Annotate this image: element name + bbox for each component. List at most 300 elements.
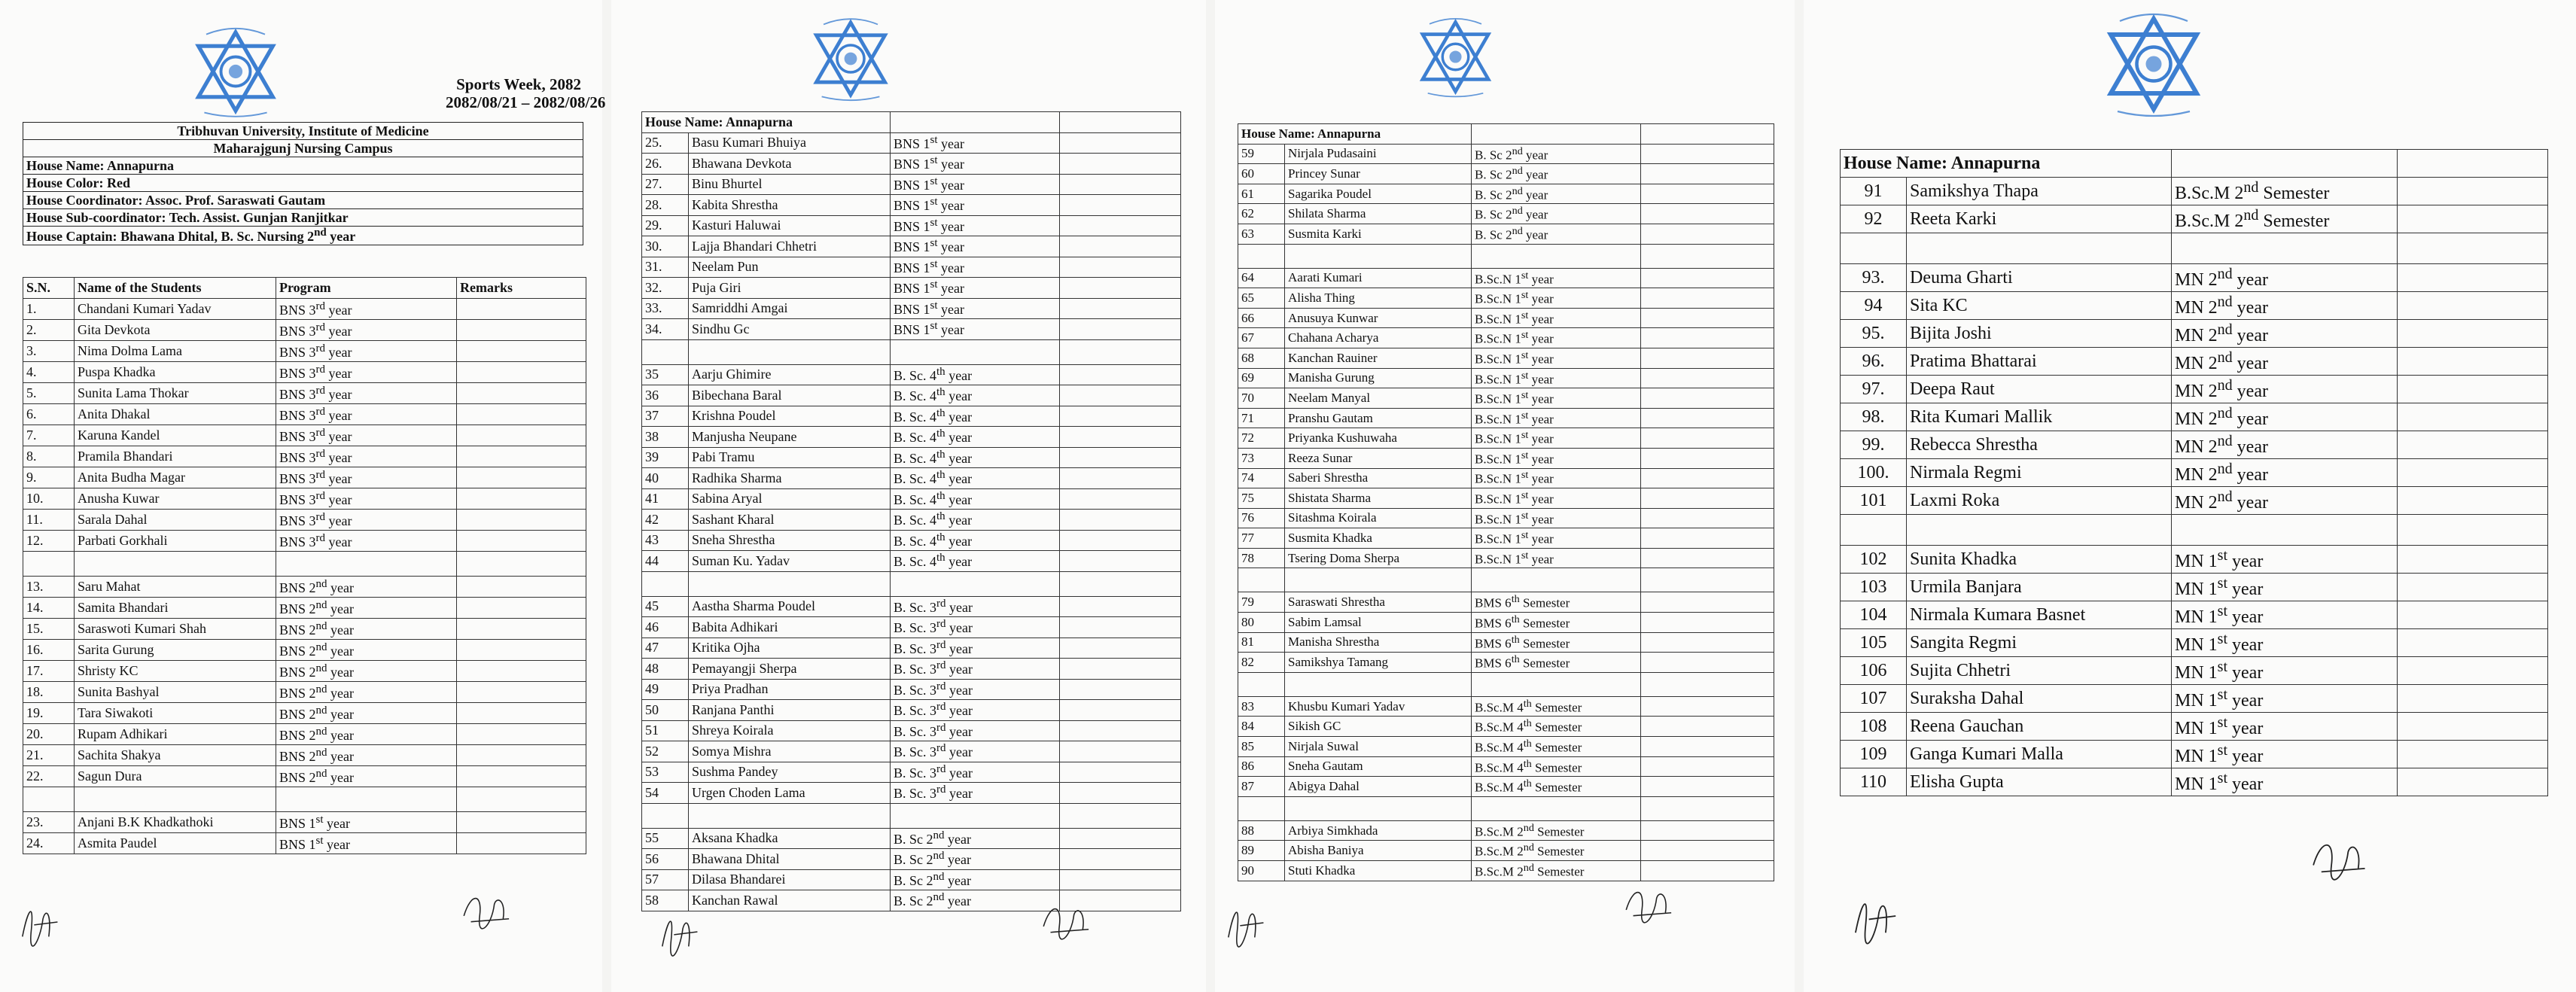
table-row <box>23 682 586 703</box>
serial-number-cell: 83 <box>1238 696 1285 717</box>
student-name-cell: Sunita Khadka <box>1907 546 2172 574</box>
program-cell: B. Sc. 3rd year <box>891 700 1060 721</box>
empty-cell <box>1907 233 2172 264</box>
program-cell: B.Sc.M 2nd Semester <box>1472 841 1641 861</box>
program-cell: MN 1st year <box>2172 741 2398 768</box>
table-row <box>23 598 586 619</box>
table-row <box>1841 376 2548 403</box>
student-name-cell: Somya Mishra <box>689 741 891 762</box>
table-row <box>1238 488 1774 509</box>
program-cell: B. Sc. 3rd year <box>891 659 1060 680</box>
tribhuvan-university-logo <box>187 23 285 120</box>
student-name-cell: Anjani B.K Khadkathoki <box>75 812 276 833</box>
student-name-cell: Deuma Gharti <box>1907 264 2172 292</box>
house-captain: House Captain: Bhawana Dhital, B. Sc. Nursing 2nd year <box>23 227 583 245</box>
serial-number-cell: 87 <box>1238 777 1285 797</box>
serial-number-cell: 21. <box>23 745 75 766</box>
table-row <box>23 833 586 854</box>
signature-left <box>1849 882 1909 950</box>
house-name-header: House Name: Annapurna <box>642 112 891 133</box>
table-row <box>1841 546 2548 574</box>
remarks-cell <box>1060 298 1181 319</box>
remarks-cell <box>1060 174 1181 195</box>
serial-number-cell: 59 <box>1238 144 1285 164</box>
program-cell: B. Sc. 4th year <box>891 488 1060 510</box>
remarks-cell <box>1641 348 1774 368</box>
serial-number-cell: 70 <box>1238 388 1285 409</box>
program-cell: B. Sc. 4th year <box>891 406 1060 427</box>
table-row <box>642 869 1181 890</box>
column-header-program: Program <box>276 278 457 299</box>
program-cell: BNS 1st year <box>891 257 1060 278</box>
empty-cell <box>457 787 586 812</box>
student-name-cell: Reeza Sunar <box>1285 448 1472 468</box>
remarks-cell <box>1641 328 1774 348</box>
serial-number-cell: 1. <box>23 299 75 320</box>
student-name-cell: Puja Giri <box>689 278 891 299</box>
empty-cell <box>1472 568 1641 592</box>
remarks-cell <box>457 320 586 341</box>
student-name-cell: Chandani Kumari Yadav <box>75 299 276 320</box>
remarks-cell <box>1060 720 1181 741</box>
serial-number-cell: 55 <box>642 828 689 849</box>
serial-number-cell: 74 <box>1238 468 1285 488</box>
empty-cell <box>891 339 1060 364</box>
table-row <box>1841 574 2548 601</box>
serial-number-cell: 31. <box>642 257 689 278</box>
empty-cell <box>276 552 457 577</box>
sheet-page-2 <box>611 0 1206 992</box>
remarks-cell <box>1060 154 1181 175</box>
student-name-cell: Pramila Bhandari <box>75 446 276 467</box>
program-cell: MN 1st year <box>2172 713 2398 741</box>
remarks-cell <box>2398 431 2548 459</box>
remarks-cell <box>1060 617 1181 638</box>
remarks-cell <box>1060 510 1181 531</box>
student-name-cell: Deepa Raut <box>1907 376 2172 403</box>
student-name-cell: Rita Kumari Mallik <box>1907 403 2172 431</box>
student-table-1 <box>23 277 586 854</box>
remarks-cell <box>1641 388 1774 409</box>
serial-number-cell: 110 <box>1841 768 1907 796</box>
blank-row <box>1238 568 1774 592</box>
table-row <box>642 447 1181 468</box>
table-row <box>23 745 586 766</box>
program-cell: BNS 1st year <box>891 278 1060 299</box>
empty-cell <box>1238 672 1285 696</box>
serial-number-cell: 43 <box>642 530 689 551</box>
program-cell: B.Sc.M 2nd Semester <box>1472 861 1641 881</box>
program-cell: B.Sc.M 2nd Semester <box>1472 820 1641 841</box>
program-cell: BNS 1st year <box>891 154 1060 175</box>
remarks-cell <box>1641 308 1774 328</box>
student-name-cell: Stuti Khadka <box>1285 861 1472 881</box>
empty-cell <box>1472 796 1641 820</box>
remarks-cell <box>2398 629 2548 657</box>
student-name-cell: Susmita Karki <box>1285 224 1472 244</box>
student-name-cell: Anusha Kuwar <box>75 488 276 510</box>
table-row <box>23 467 586 488</box>
empty-cell <box>1285 568 1472 592</box>
serial-number-cell: 65 <box>1238 288 1285 309</box>
student-name-cell: Krishna Poudel <box>689 406 891 427</box>
blank-row <box>1238 244 1774 268</box>
program-cell: BNS 3rd year <box>276 488 457 510</box>
remarks-cell <box>1641 224 1774 244</box>
serial-number-cell: 30. <box>642 236 689 257</box>
program-cell: B. Sc 2nd year <box>1472 164 1641 184</box>
blank-row <box>642 339 1181 364</box>
serial-number-cell: 75 <box>1238 488 1285 509</box>
student-name-cell: Sneha Shrestha <box>689 530 891 551</box>
program-cell: B. Sc. 4th year <box>891 551 1060 572</box>
table-row <box>1841 657 2548 685</box>
student-name-cell: Bibechana Baral <box>689 385 891 406</box>
serial-number-cell: 72 <box>1238 428 1285 449</box>
serial-number-cell: 77 <box>1238 528 1285 549</box>
table-row <box>1238 388 1774 409</box>
remarks-cell <box>1060 364 1181 385</box>
table-row <box>1841 459 2548 487</box>
serial-number-cell: 54 <box>642 783 689 804</box>
student-name-cell: Kasturi Haluwai <box>689 215 891 236</box>
program-cell: B.Sc.N 1st year <box>1472 368 1641 388</box>
remarks-cell <box>457 682 586 703</box>
remarks-cell <box>457 640 586 661</box>
table-row <box>1841 768 2548 796</box>
remarks-cell <box>1641 632 1774 653</box>
remarks-cell <box>1641 613 1774 633</box>
student-name-cell: Sabim Lamsal <box>1285 613 1472 633</box>
column-header-sn: S.N. <box>23 278 75 299</box>
student-name-cell: Abigya Dahal <box>1285 777 1472 797</box>
program-cell: MN 2nd year <box>2172 431 2398 459</box>
student-name-cell: Priya Pradhan <box>689 679 891 700</box>
serial-number-cell: 78 <box>1238 548 1285 568</box>
remarks-cell <box>2398 292 2548 320</box>
table-row <box>642 298 1181 319</box>
program-cell: BNS 1st year <box>891 174 1060 195</box>
student-name-cell: Aarju Ghimire <box>689 364 891 385</box>
program-cell: B. Sc. 3rd year <box>891 637 1060 659</box>
serial-number-cell: 18. <box>23 682 75 703</box>
column-header-remarks: Remarks <box>457 278 586 299</box>
program-cell: B. Sc. 3rd year <box>891 741 1060 762</box>
program-cell: B. Sc. 3rd year <box>891 783 1060 804</box>
student-name-cell: Asmita Paudel <box>75 833 276 854</box>
blank-row <box>1238 672 1774 696</box>
student-name-cell: Suman Ku. Yadav <box>689 551 891 572</box>
serial-number-cell: 5. <box>23 383 75 404</box>
student-name-cell: Sarita Gurung <box>75 640 276 661</box>
table-row <box>642 174 1181 195</box>
empty-cell <box>642 339 689 364</box>
empty-cell <box>1060 571 1181 596</box>
remarks-cell <box>1060 679 1181 700</box>
empty-cell <box>642 571 689 596</box>
tribhuvan-university-logo <box>2097 8 2210 120</box>
remarks-cell <box>1060 741 1181 762</box>
table-row <box>642 741 1181 762</box>
remarks-cell <box>1641 653 1774 673</box>
student-name-cell: Shistata Sharma <box>1285 488 1472 509</box>
remarks-cell <box>1641 408 1774 428</box>
program-cell: MN 2nd year <box>2172 403 2398 431</box>
serial-number-cell: 93. <box>1841 264 1907 292</box>
remarks-cell <box>1060 195 1181 216</box>
serial-number-cell: 68 <box>1238 348 1285 368</box>
program-cell: B.Sc.M 4th Semester <box>1472 756 1641 777</box>
student-name-cell: Neelam Pun <box>689 257 891 278</box>
house-info-table <box>23 122 583 245</box>
student-name-cell: Parbati Gorkhali <box>75 531 276 552</box>
program-cell: B. Sc. 4th year <box>891 427 1060 448</box>
table-row <box>642 406 1181 427</box>
serial-number-cell: 49 <box>642 679 689 700</box>
table-row <box>1841 403 2548 431</box>
student-table-4 <box>1840 149 2548 796</box>
serial-number-cell: 92 <box>1841 205 1907 233</box>
student-name-cell: Khusbu Kumari Yadav <box>1285 696 1472 717</box>
program-cell: B.Sc.N 1st year <box>1472 528 1641 549</box>
remarks-cell <box>1060 596 1181 617</box>
serial-number-cell: 8. <box>23 446 75 467</box>
remarks-cell <box>1060 215 1181 236</box>
event-header <box>446 75 606 111</box>
student-name-cell: Arbiya Simkhada <box>1285 820 1472 841</box>
remarks-cell <box>2398 320 2548 348</box>
student-name-cell: Reena Gauchan <box>1907 713 2172 741</box>
table-row <box>1238 632 1774 653</box>
program-cell: BNS 1st year <box>276 812 457 833</box>
empty-cell <box>2172 233 2398 264</box>
empty-cell <box>689 571 891 596</box>
student-name-cell: Manjusha Neupane <box>689 427 891 448</box>
serial-number-cell: 97. <box>1841 376 1907 403</box>
empty-cell <box>1285 672 1472 696</box>
remarks-cell <box>1641 717 1774 737</box>
program-cell: BMS 6th Semester <box>1472 592 1641 613</box>
signature-left <box>656 902 709 962</box>
program-cell: BNS 3rd year <box>276 425 457 446</box>
student-name-cell: Shristy KC <box>75 661 276 682</box>
student-name-cell: Samikshya Thapa <box>1907 178 2172 205</box>
student-name-cell: Sindhu Gc <box>689 319 891 340</box>
program-cell: B. Sc 2nd year <box>1472 204 1641 224</box>
empty-cell <box>1472 244 1641 268</box>
serial-number-cell: 36 <box>642 385 689 406</box>
student-name-cell: Nima Dolma Lama <box>75 341 276 362</box>
student-name-cell: Sujita Chhetri <box>1907 657 2172 685</box>
program-cell: B. Sc 2nd year <box>891 849 1060 870</box>
program-cell: B.Sc.M 4th Semester <box>1472 696 1641 717</box>
student-name-cell: Samita Bhandari <box>75 598 276 619</box>
program-cell: B.Sc.N 1st year <box>1472 328 1641 348</box>
serial-number-cell: 9. <box>23 467 75 488</box>
institution-name: Tribhuvan University, Institute of Medicine <box>23 123 583 140</box>
student-name-cell: Sagarika Poudel <box>1285 184 1472 204</box>
table-row <box>1841 205 2548 233</box>
remarks-cell <box>2398 403 2548 431</box>
program-cell: B.Sc.N 1st year <box>1472 388 1641 409</box>
table-row <box>642 679 1181 700</box>
student-name-cell: Sabina Aryal <box>689 488 891 510</box>
student-name-cell: Nirmala Regmi <box>1907 459 2172 487</box>
remarks-cell <box>457 661 586 682</box>
table-row <box>642 278 1181 299</box>
program-cell: B. Sc. 4th year <box>891 447 1060 468</box>
student-name-cell: Nirmala Kumara Basnet <box>1907 601 2172 629</box>
program-cell: B.Sc.N 1st year <box>1472 268 1641 288</box>
empty-cell <box>1641 672 1774 696</box>
program-cell: BNS 1st year <box>891 319 1060 340</box>
program-cell: BNS 1st year <box>891 236 1060 257</box>
table-row <box>642 849 1181 870</box>
tribhuvan-university-logo <box>805 14 896 104</box>
student-name-cell: Sitashma Koirala <box>1285 508 1472 528</box>
serial-number-cell: 2. <box>23 320 75 341</box>
sheet-page-3 <box>1215 0 1795 992</box>
serial-number-cell: 29. <box>642 215 689 236</box>
serial-number-cell: 3. <box>23 341 75 362</box>
table-row <box>642 637 1181 659</box>
program-cell: MN 1st year <box>2172 574 2398 601</box>
remarks-cell <box>1641 508 1774 528</box>
remarks-cell <box>1060 385 1181 406</box>
table-row <box>1238 448 1774 468</box>
student-name-cell: Kanchan Rauiner <box>1285 348 1472 368</box>
program-cell: B.Sc.N 1st year <box>1472 468 1641 488</box>
serial-number-cell: 7. <box>23 425 75 446</box>
serial-number-cell: 61 <box>1238 184 1285 204</box>
remarks-cell <box>1060 659 1181 680</box>
empty-cell <box>642 803 689 828</box>
serial-number-cell: 35 <box>642 364 689 385</box>
remarks-cell <box>2398 713 2548 741</box>
program-cell: BNS 3rd year <box>276 467 457 488</box>
signature-right <box>1031 897 1099 950</box>
program-cell: B.Sc.N 1st year <box>1472 408 1641 428</box>
remarks-cell <box>1060 427 1181 448</box>
program-cell: MN 2nd year <box>2172 348 2398 376</box>
serial-number-cell: 42 <box>642 510 689 531</box>
student-name-cell: Kanchan Rawal <box>689 890 891 911</box>
serial-number-cell: 86 <box>1238 756 1285 777</box>
empty-cell <box>75 787 276 812</box>
table-row <box>1238 592 1774 613</box>
table-row <box>1238 368 1774 388</box>
table-row <box>642 596 1181 617</box>
remarks-cell <box>1060 132 1181 154</box>
program-cell: BNS 2nd year <box>276 661 457 682</box>
table-row <box>1238 613 1774 633</box>
table-row <box>23 446 586 467</box>
serial-number-cell: 104 <box>1841 601 1907 629</box>
program-cell: B.Sc.N 1st year <box>1472 548 1641 568</box>
empty-cell <box>891 571 1060 596</box>
empty-cell <box>75 552 276 577</box>
serial-number-cell: 66 <box>1238 308 1285 328</box>
empty-cell <box>2172 515 2398 546</box>
program-cell: BNS 2nd year <box>276 640 457 661</box>
program-cell: B.Sc.M 2nd Semester <box>2172 178 2398 205</box>
remarks-cell <box>1641 820 1774 841</box>
program-cell: BNS 3rd year <box>276 446 457 467</box>
student-name-cell: Neelam Manyal <box>1285 388 1472 409</box>
remarks-cell <box>2398 459 2548 487</box>
student-name-cell: Sunita Lama Thokar <box>75 383 276 404</box>
house-name-header: House Name: Annapurna <box>1841 150 2172 178</box>
student-name-cell: Rupam Adhikari <box>75 724 276 745</box>
remarks-cell <box>1060 551 1181 572</box>
empty-cell <box>1238 244 1285 268</box>
blank-row <box>1841 515 2548 546</box>
blank-row <box>642 803 1181 828</box>
program-cell: MN 2nd year <box>2172 264 2398 292</box>
program-cell: B.Sc.N 1st year <box>1472 288 1641 309</box>
table-row <box>23 661 586 682</box>
serial-number-cell: 88 <box>1238 820 1285 841</box>
student-name-cell: Binu Bhurtel <box>689 174 891 195</box>
serial-number-cell: 24. <box>23 833 75 854</box>
table-row <box>642 132 1181 154</box>
student-name-cell: Laxmi Roka <box>1907 487 2172 515</box>
table-row <box>1841 178 2548 205</box>
student-name-cell: Sachita Shakya <box>75 745 276 766</box>
program-cell: BNS 2nd year <box>276 577 457 598</box>
table-row <box>642 257 1181 278</box>
program-cell: BNS 3rd year <box>276 362 457 383</box>
table-row <box>23 320 586 341</box>
blank-row <box>1841 233 2548 264</box>
student-name-cell: Pratima Bhattarai <box>1907 348 2172 376</box>
student-name-cell: Sangita Regmi <box>1907 629 2172 657</box>
program-cell: B.Sc.N 1st year <box>1472 448 1641 468</box>
serial-number-cell: 81 <box>1238 632 1285 653</box>
remarks-cell <box>1060 783 1181 804</box>
remarks-cell <box>457 598 586 619</box>
house-color: House Color: Red <box>23 175 583 192</box>
remarks-cell <box>1641 468 1774 488</box>
table-row <box>1841 431 2548 459</box>
student-name-cell: Pemayangji Sherpa <box>689 659 891 680</box>
table-row <box>1841 264 2548 292</box>
serial-number-cell: 14. <box>23 598 75 619</box>
table-row <box>642 700 1181 721</box>
program-cell: BNS 2nd year <box>276 703 457 724</box>
student-name-cell: Sikish GC <box>1285 717 1472 737</box>
serial-number-cell: 73 <box>1238 448 1285 468</box>
table-row <box>642 762 1181 783</box>
student-name-cell: Alisha Thing <box>1285 288 1472 309</box>
empty-cell <box>276 787 457 812</box>
table-row <box>642 427 1181 448</box>
remarks-cell <box>457 745 586 766</box>
student-name-cell: Bijita Joshi <box>1907 320 2172 348</box>
table-row <box>1238 268 1774 288</box>
student-name-cell: Susmita Khadka <box>1285 528 1472 549</box>
program-cell: BNS 3rd year <box>276 531 457 552</box>
remarks-cell <box>1641 428 1774 449</box>
serial-number-cell: 39 <box>642 447 689 468</box>
program-cell: BNS 1st year <box>891 215 1060 236</box>
student-name-cell: Tara Siwakoti <box>75 703 276 724</box>
remarks-cell <box>2398 601 2548 629</box>
program-cell: BMS 6th Semester <box>1472 613 1641 633</box>
empty-cell <box>1238 568 1285 592</box>
remarks-cell <box>457 446 586 467</box>
student-name-cell: Suraksha Dahal <box>1907 685 2172 713</box>
